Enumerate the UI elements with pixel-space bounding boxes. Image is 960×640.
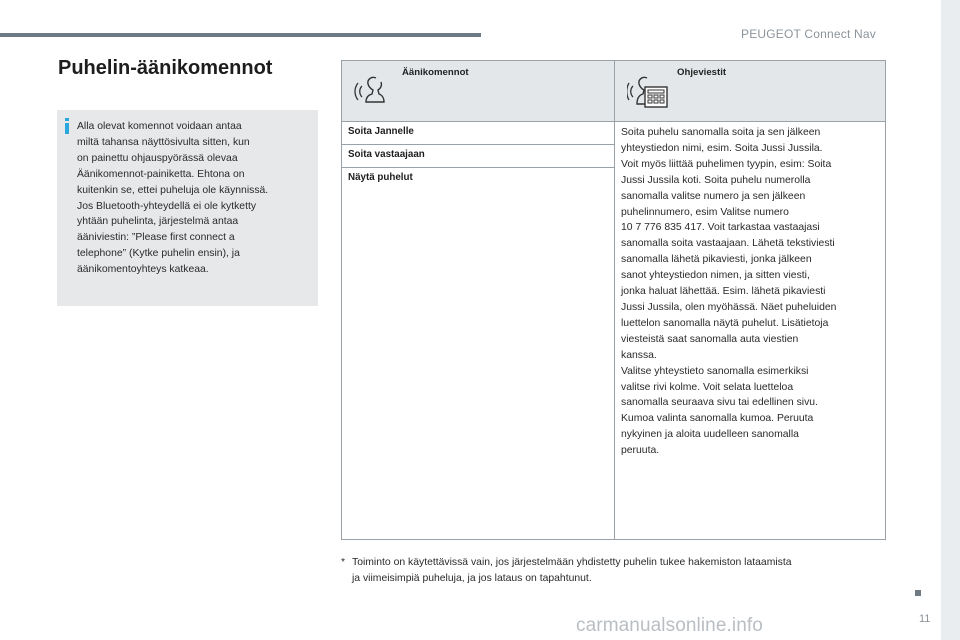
info-line: yhtään puhelinta, järjestelmä antaa	[77, 216, 239, 228]
help-line: sanomalla seuraava sivu tai edellinen sivu.	[621, 397, 818, 409]
help-line: yhteystiedon nimi, esim. Soita Jussi Jussila.	[621, 142, 823, 154]
help-line: Kumoa valinta sanomalla kumoa. Peruuta	[621, 413, 814, 425]
help-line: viesteistä saat sanomalla auta viestien	[621, 333, 799, 345]
help-line: valitse rivi kolme. Voit selata luetteloa	[621, 381, 794, 393]
help-line: puhelinnumero, esim Valitse numero	[621, 206, 789, 218]
help-text-cell	[615, 122, 886, 540]
help-line: 10 7 776 835 417. Voit tarkastaa vastaajasi	[621, 222, 820, 234]
help-line: sanot yhteystiedon nimen, ja sitten viesti,	[621, 270, 810, 282]
help-line: Voit myös liittää puhelimen tyypin, esim: Soita	[621, 158, 832, 170]
help-line: nykyinen ja aloita uudelleen sanomalla	[621, 429, 799, 441]
page-title: Puhelin-äänikomennot	[58, 57, 273, 79]
column-header-help	[615, 61, 886, 122]
info-line: Jos Bluetooth-yhteydellä ei ole kytketty	[77, 200, 257, 212]
footnote-line: Toiminto on käytettävissä vain, jos järjestelmään yhdistetty puhelin tukee hakemiston lataamista	[352, 557, 792, 568]
info-line: kuitenkin se, ettei puheluja ole käynnissä.	[77, 184, 269, 196]
column-header-help-label: Ohjeviestit	[677, 67, 727, 78]
page-number: 11	[919, 613, 931, 625]
info-text	[77, 119, 313, 278]
help-line: peruuta.	[621, 445, 660, 457]
info-line: Äänikomennot-painiketta. Ehtona on	[77, 168, 245, 180]
help-line: luettelon sanomalla näytä puhelut. Lisätietoja	[621, 317, 829, 329]
info-line: on painettu ohjauspyörässä olevaa	[77, 152, 238, 164]
voice-command-icon	[354, 74, 390, 111]
command-cell: Näytä puhelut	[342, 168, 615, 540]
voice-command-table	[341, 60, 886, 540]
help-line: jonka haluat lähettää. Esim. lähetä pikaviesti	[621, 286, 826, 298]
header-rule	[0, 33, 481, 37]
column-header-commands	[342, 61, 615, 122]
command-cell: Soita vastaajaan	[342, 145, 615, 168]
footnote	[341, 555, 901, 587]
voice-help-screen-icon	[627, 74, 671, 115]
help-line: Valitse yhteystieto sanomalla esimerkiksi	[621, 365, 809, 377]
info-line: Alla olevat komennot voidaan antaa	[77, 121, 242, 132]
table-header-row	[342, 61, 886, 122]
info-icon	[65, 118, 69, 134]
info-line: telephone” (Kytke puhelin ensin), ja	[77, 248, 240, 260]
column-header-commands-label: Äänikomennot	[402, 67, 469, 78]
info-box	[57, 110, 318, 306]
table-row	[342, 122, 886, 145]
help-line: sanomalla soita vastaajaan. Lähetä tekstiviesti	[621, 238, 835, 250]
help-line: sanomalla valitse numero ja sen jälkeen	[621, 190, 806, 202]
help-line: kanssa.	[621, 349, 657, 361]
help-line: Jussi Jussila, olen myöhässä. Näet puheluiden	[621, 301, 837, 313]
info-line: äänikomentoyhteys katkeaa.	[77, 264, 209, 276]
info-line: miltä tahansa näyttösivulta sitten, kun	[77, 136, 250, 148]
help-line: Soita puhelu sanomalla soita ja sen jälkeen	[621, 127, 821, 138]
brand-name: PEUGEOT Connect Nav	[741, 27, 876, 41]
command-cell: Soita Jannelle	[342, 122, 615, 145]
footnote-line: ja viimeisimpiä puheluja, ja jos lataus on tapahtunut.	[352, 573, 592, 584]
help-line: Jussi Jussila koti. Soita puhelu numerolla	[621, 174, 811, 186]
side-tab	[941, 0, 960, 640]
footnote-marker: *	[341, 557, 346, 568]
info-line: ääniviestin: ”Please first connect a	[77, 232, 235, 244]
next-page-marker	[915, 590, 921, 596]
help-line: sanomalla lähetä pikaviesti, jonka jälkeen	[621, 254, 812, 266]
watermark: carmanualsonline.info	[576, 615, 763, 636]
